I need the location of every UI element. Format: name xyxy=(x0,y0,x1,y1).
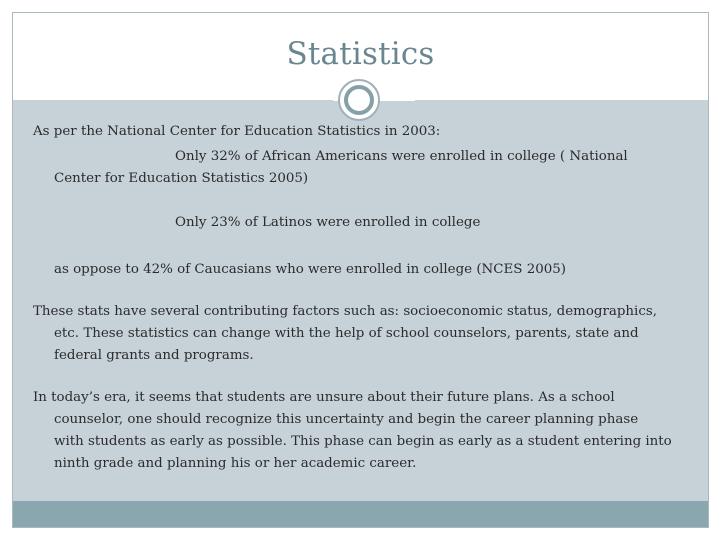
era-paragraph xyxy=(33,387,672,475)
stat-african-americans-line-2: Center for Education Statistics 2005) xyxy=(54,171,309,186)
footer-bar xyxy=(13,501,708,527)
intro-text: As per the National Center for Education Statistics in 2003: xyxy=(33,124,441,139)
era-line-2: counselor, one should recognize this uncertainty and begin the career planning phase xyxy=(54,412,639,427)
stat-caucasians: as oppose to 42% of Caucasians who were enrolled in college (NCES 2005) xyxy=(54,262,567,277)
factors-line-2: etc. These statistics can change with the help of school counselors, parents, state and xyxy=(54,326,639,341)
era-line-4: ninth grade and planning his or her academic career. xyxy=(54,456,417,471)
circle-ornament-icon xyxy=(338,79,380,121)
stat-latinos: Only 23% of Latinos were enrolled in college xyxy=(175,215,481,230)
stat-african-americans-line-1: Only 32% of African Americans were enrolled in college ( National xyxy=(175,149,628,164)
era-line-1: In today’s era, it seems that students are unsure about their future plans. As a school xyxy=(33,390,615,405)
factors-paragraph xyxy=(33,301,657,367)
slide-title: Statistics xyxy=(286,36,435,72)
factors-line-1: These stats have several contributing factors such as: socioeconomic status, demographics, xyxy=(33,304,657,319)
circle-ornament-inner xyxy=(344,85,374,115)
era-line-3: with students as early as possible. This phase can begin as early as a student entering into xyxy=(54,434,672,449)
factors-line-3: federal grants and programs. xyxy=(54,348,254,363)
